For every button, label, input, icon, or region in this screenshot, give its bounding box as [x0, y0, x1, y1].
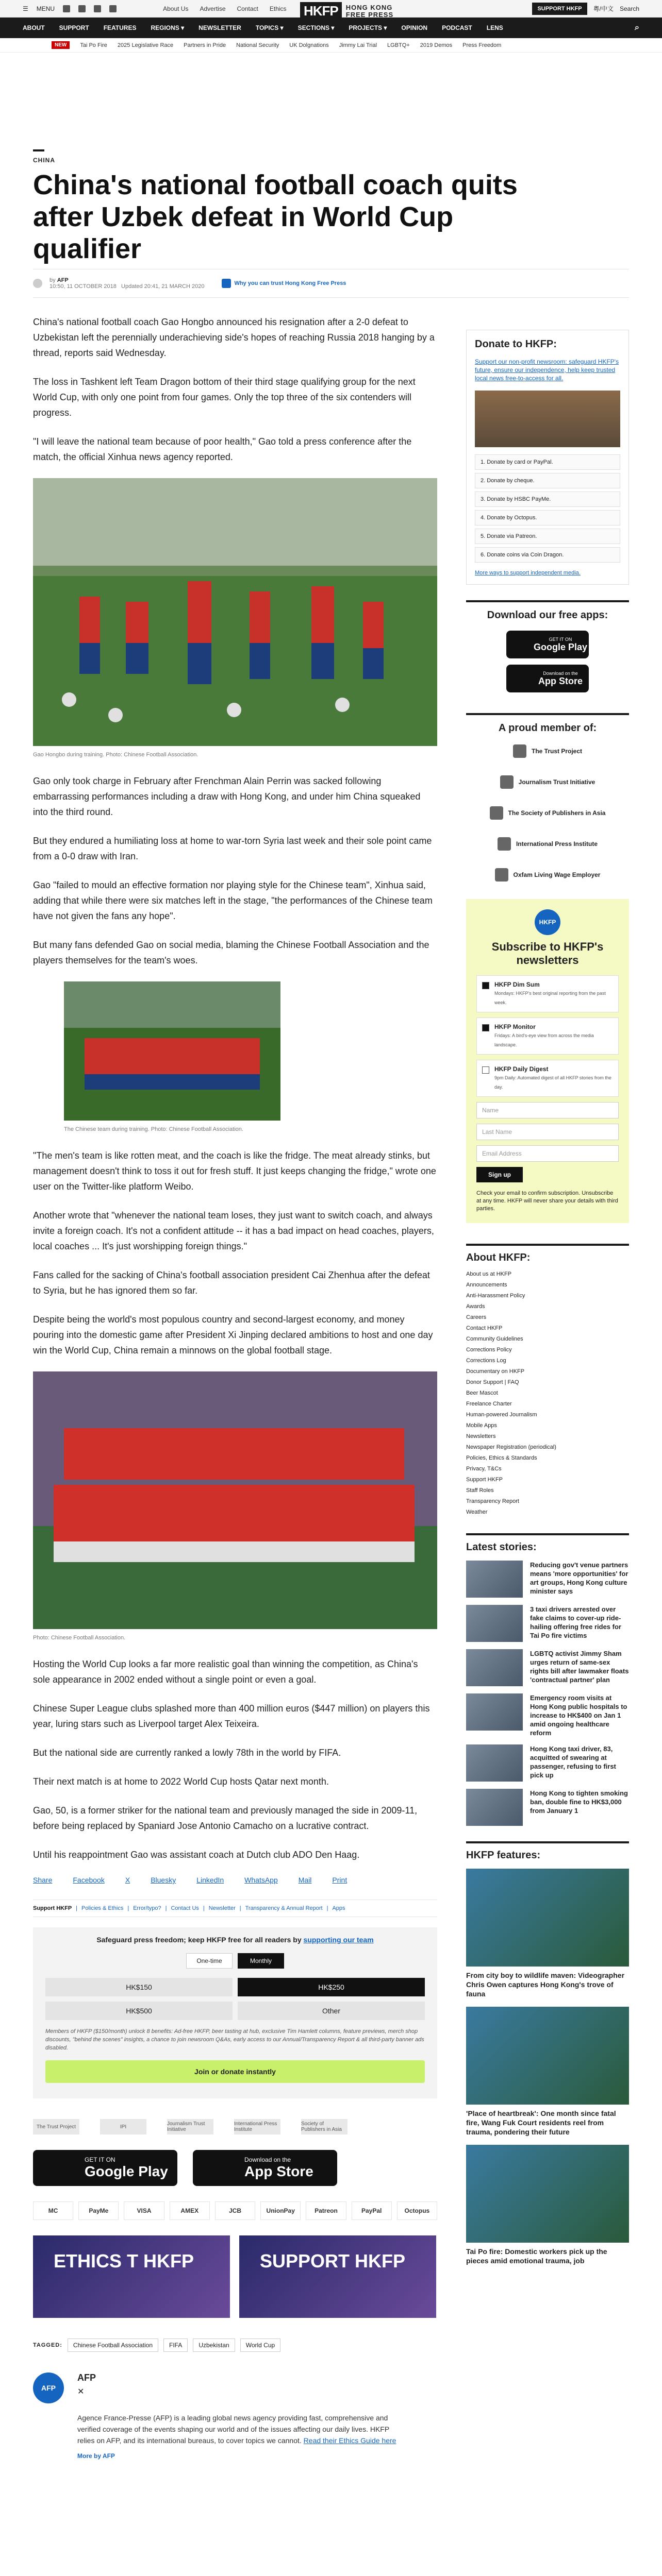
- author-bio: [77, 2412, 407, 2446]
- promo-banner[interactable]: ETHICS T HKFP: [33, 2235, 230, 2318]
- trending-link[interactable]: Jimmy Lai Trial: [339, 42, 377, 48]
- newsletter-note: Check your email to confirm subscription. Unsubscribe at any time. HKFP will never share your details with third parties.: [476, 1190, 618, 1212]
- about-title: About HKFP:: [466, 1244, 629, 1264]
- member-name: Oxfam Living Wage Employer: [513, 871, 601, 878]
- story-thumbnail: [466, 1693, 523, 1731]
- x-icon[interactable]: [78, 5, 86, 12]
- util-link[interactable]: About Us: [163, 5, 189, 12]
- payment-logo: PayPal: [352, 2201, 392, 2220]
- payment-logo: PayMe: [78, 2201, 119, 2220]
- author-box: [33, 2372, 437, 2460]
- member-name: International Press Institute: [516, 840, 598, 848]
- donation-note: Members of HKFP ($150/month) unlock 8 benefits: Ad-free HKFP, beer tasting at hub, exclusive Tim Hamlett columns, feature previews, merch shop discounts, "behind the scenes" insights, a chance to join newsroom Q&As, early access to our Annual/Transparency Report & all third-party banner ads disabled.: [45, 2028, 424, 2051]
- paragraph: Hosting the World Cup looks a far more realistic goal than winning the competition, as China's sole appearance in 2002 ended without a single point or even a goal.: [33, 1659, 418, 1685]
- app-store-badge[interactable]: [193, 2150, 337, 2186]
- about-link[interactable]: Corrections Policy: [466, 1347, 512, 1353]
- feature-item[interactable]: [466, 1869, 629, 1998]
- badge-small: GET IT ON: [549, 636, 572, 642]
- kicker-rule: [33, 149, 44, 151]
- member-logo[interactable]: [466, 837, 629, 851]
- article-headline: China's national football coach quits after Uzbek defeat in World Cup qualifier: [33, 170, 518, 264]
- main-nav: [0, 18, 662, 38]
- story-title[interactable]: Hong Kong to tighten smoking ban, double fine to HK$3,000 from January 1: [530, 1789, 628, 1815]
- trust-link[interactable]: [222, 279, 346, 288]
- amount-option[interactable]: Other: [238, 2002, 425, 2020]
- payment-logo: Octopus: [397, 2201, 437, 2220]
- about-link[interactable]: Policies, Ethics & Standards: [466, 1455, 537, 1461]
- member-logo[interactable]: IPI: [100, 2119, 146, 2134]
- nav-item[interactable]: SUPPORT: [59, 24, 89, 31]
- promo-banner[interactable]: SUPPORT HKFP: [239, 2235, 436, 2318]
- article-body: [33, 314, 437, 2460]
- about-link[interactable]: Transparency Report: [466, 1498, 519, 1504]
- photo-caption: Gao Hongbo during training. Photo: Chinese Football Association.: [33, 752, 198, 758]
- story-thumbnail: [466, 1744, 523, 1782]
- member-logo[interactable]: [466, 868, 629, 882]
- strip-link[interactable]: Apps: [332, 1905, 345, 1911]
- story-thumbnail: [466, 1649, 523, 1686]
- story-item[interactable]: [466, 1744, 629, 1782]
- feature-title[interactable]: Tai Po fire: Domestic workers pick up the pieces amid emotional trauma, job: [466, 2247, 607, 2265]
- member-name: The Society of Publishers in Asia: [508, 809, 606, 817]
- payment-logo: AMEX: [170, 2201, 210, 2220]
- features-title: HKFP features:: [466, 1841, 629, 1861]
- trending-link[interactable]: Press Freedom: [462, 42, 502, 48]
- nav-item[interactable]: TOPICS ▾: [255, 24, 284, 31]
- trending-bar: [0, 38, 662, 53]
- member-logo[interactable]: [466, 744, 629, 758]
- author-name[interactable]: AFP: [57, 277, 69, 283]
- article-photo[interactable]: [33, 478, 437, 758]
- newsletter-option[interactable]: [476, 975, 619, 1012]
- x-icon[interactable]: ✕: [77, 2387, 85, 2396]
- language-switch[interactable]: 粵/中文: [593, 5, 614, 12]
- author-avatar: [33, 279, 42, 288]
- paragraph: Despite being the world's most populous country and second-largest economy, and money pouring into the domestic game after President Xi Jinping declared ambitions to host and one day win the World Cup, China remain a minnows on the global football stage.: [33, 1314, 433, 1355]
- about-link[interactable]: Corrections Log: [466, 1358, 506, 1364]
- app-store-badge[interactable]: [506, 665, 589, 692]
- about-link[interactable]: Documentary on HKFP: [466, 1368, 525, 1375]
- strip-link[interactable]: Transparency & Annual Report: [245, 1905, 323, 1911]
- tag-list: [33, 2338, 437, 2352]
- trust-project-icon: [513, 744, 526, 758]
- nav-item[interactable]: LENS: [486, 24, 503, 31]
- checkbox-checked[interactable]: [482, 982, 489, 989]
- jti-icon: [500, 775, 514, 789]
- paragraph: Until his reappointment Gao was assistant coach at Dutch club ADO Den Haag.: [33, 1850, 360, 1860]
- member-logo[interactable]: International Press Institute: [234, 2119, 280, 2134]
- logo-mark: HKFP: [300, 2, 342, 20]
- story-thumbnail: [466, 1605, 523, 1642]
- share-x[interactable]: X: [125, 1876, 130, 1884]
- newsletter-option[interactable]: [476, 1018, 619, 1055]
- paragraph: Gao, 50, is a former striker for the national team and previously managed the side in 2009-11, before being replaced by Spaniard Jose Antonio Camacho on a lucrative contract.: [33, 1805, 418, 1831]
- nav-item[interactable]: PODCAST: [442, 24, 472, 31]
- trending-link[interactable]: 2025 Legislative Race: [117, 42, 174, 48]
- updated-date: Updated 20:41, 21 MARCH 2020: [121, 283, 205, 290]
- about-link[interactable]: Human-powered Journalism: [466, 1412, 537, 1418]
- app-badges: [33, 2150, 437, 2186]
- share-mail[interactable]: Mail: [298, 1876, 312, 1884]
- feature-item[interactable]: [466, 2145, 629, 2265]
- tag[interactable]: Chinese Football Association: [68, 2338, 158, 2352]
- donate-option[interactable]: 6. Donate coins via Coin Dragon.: [475, 547, 620, 563]
- feature-title[interactable]: From city boy to wildlife maven: Videographer Chris Owen captures Hong Kong's trove of fauna: [466, 1971, 625, 1998]
- newsletter-title: Subscribe to HKFP's newsletters: [491, 940, 604, 967]
- util-link[interactable]: Ethics: [269, 5, 287, 12]
- logo-line: FREE PRESS: [345, 10, 394, 19]
- trust-label: Why you can trust Hong Kong Free Press: [234, 280, 346, 286]
- util-link[interactable]: Advertise: [200, 5, 226, 12]
- nav-item[interactable]: OPINION: [401, 24, 428, 31]
- about-link[interactable]: Donor Support | FAQ: [466, 1379, 519, 1385]
- logo-name: [346, 4, 393, 19]
- payment-logo: VISA: [124, 2201, 164, 2220]
- paragraph: China's national football coach Gao Hongbo announced his resignation after a 2-0 defeat to Uzbekistan left the perennially underachieving side's hopes of reaching Russia 2018 hanging by a thread, reports said Wednesday.: [33, 317, 435, 358]
- badge-small: GET IT ON: [85, 2156, 115, 2163]
- paragraph: But the national side are currently ranked a lowly 78th in the world by FIFA.: [33, 1748, 341, 1758]
- about-link[interactable]: Staff Roles: [466, 1487, 494, 1494]
- support-strip: Support HKFP | Policies & Ethics | Error/typo? | Contact Us | Newsletter | Transparency & Annual Report | Apps: [33, 1900, 437, 1917]
- feature-item[interactable]: [466, 2007, 629, 2137]
- badge-big: App Store: [244, 2163, 313, 2179]
- category-kicker[interactable]: CHINA: [33, 157, 55, 164]
- member-name: The Trust Project: [531, 748, 583, 755]
- paragraph: Chinese Super League clubs splashed more than 400 million euros ($447 million) on players this year, luring stars such as Liverpool target Alex Teixeira.: [33, 1703, 430, 1729]
- story-thumbnail: [466, 1789, 523, 1826]
- nav-item[interactable]: ABOUT: [23, 24, 45, 31]
- amount-option[interactable]: HK$150: [45, 1978, 233, 1996]
- badge-big: Google Play: [533, 641, 588, 652]
- sidebar: [466, 330, 629, 2274]
- proud-title: A proud member of:: [466, 713, 629, 734]
- badge-big: Google Play: [85, 2163, 168, 2179]
- freq-one-time[interactable]: One-time: [186, 1953, 233, 1969]
- name-field[interactable]: Name: [476, 1102, 619, 1118]
- newsletter-desc: Fridays: A bird's-eye view from across the media landscape.: [494, 1033, 594, 1047]
- story-item[interactable]: [466, 1605, 629, 1642]
- paragraph: "The men's team is like rotten meat, and the coach is like the fridge. The meat already stinks, but management doesn't think to toss it out for fresh stuff. It just keeps changing the fridge," wrote one user on the Twitter-like platform Weibo.: [33, 1150, 436, 1192]
- member-logo[interactable]: Society of Publishers in Asia: [301, 2119, 347, 2134]
- newsletter-name: HKFP Dim Sum: [494, 981, 540, 988]
- story-title[interactable]: LGBTQ activist Jimmy Sham urges return of same-sex rights bill after lawmaker floats 'contractual partner' plan: [530, 1650, 629, 1684]
- author-logo[interactable]: AFP: [33, 2372, 64, 2403]
- sidebar-apps-title: Download our free apps:: [466, 600, 629, 621]
- menu-label[interactable]: MENU: [36, 5, 55, 12]
- nav-item[interactable]: SECTIONS ▾: [297, 24, 335, 31]
- sidebar-donate-title: Donate to HKFP:: [475, 338, 557, 350]
- about-link[interactable]: Anti-Harassment Policy: [466, 1293, 525, 1299]
- feature-image: [466, 2145, 629, 2243]
- about-link[interactable]: Beer Mascot: [466, 1390, 498, 1396]
- about-link[interactable]: Newspaper Registration (periodical): [466, 1444, 556, 1450]
- byline: by AFP 10:50, 11 OCTOBER 2018 Updated 20:41, 21 MARCH 2020 Why you can trust Hong Kong Free Press: [33, 269, 629, 298]
- photo-team-lineup: [33, 1371, 437, 1629]
- story-title[interactable]: Hong Kong taxi driver, 83, acquitted of swearing at passenger, refusing to first pick up: [530, 1745, 616, 1779]
- site-logo[interactable]: [300, 2, 393, 20]
- paragraph: Fans called for the sacking of China's football association president Cai Zhenhua after the defeat to Syria, but he has ignored them so far.: [33, 1270, 430, 1296]
- photo-caption: The Chinese team during training. Photo: Chinese Football Association.: [64, 1126, 243, 1132]
- sopa-icon: [490, 806, 503, 820]
- nav-item[interactable]: PROJECTS ▾: [349, 24, 387, 31]
- frequency-toggle: [45, 1953, 425, 1969]
- ethics-guide-link[interactable]: Read their Ethics Guide here: [303, 2436, 396, 2445]
- payment-logo: MC: [33, 2201, 73, 2220]
- oxfam-icon: [495, 868, 508, 882]
- newsletter-desc: Mondays: HKFP's best original reporting from the past week.: [494, 991, 606, 1005]
- photo-training-coach: [33, 478, 437, 746]
- payment-logo: Patreon: [306, 2201, 346, 2220]
- feature-image: [466, 2007, 629, 2105]
- donate-option[interactable]: 5. Donate via Patreon.: [475, 529, 620, 544]
- signup-button[interactable]: Sign up: [476, 1167, 523, 1182]
- member-logo[interactable]: Journalism Trust Initiative: [167, 2119, 213, 2134]
- member-logo[interactable]: [466, 806, 629, 820]
- menu-icon[interactable]: ☰: [23, 5, 28, 12]
- sidebar-donate: [466, 330, 629, 585]
- publish-date: 10:50, 11 OCTOBER 2018: [49, 283, 117, 290]
- strip-link[interactable]: Newsletter: [208, 1905, 236, 1911]
- donate-image: [475, 391, 620, 447]
- youtube-icon[interactable]: [109, 5, 117, 12]
- google-play-badge[interactable]: [33, 2150, 177, 2186]
- last-name-field[interactable]: Last Name: [476, 1124, 619, 1140]
- search-icon[interactable]: ⌕: [635, 23, 639, 32]
- newsletter-option[interactable]: [476, 1060, 619, 1097]
- about-link[interactable]: Privacy, T&Cs: [466, 1466, 502, 1472]
- hkfp-features: [466, 1841, 629, 2265]
- latest-stories: [466, 1533, 629, 1826]
- paragraph: Gao "failed to mould an effective formation nor playing style for the Chinese team", Xinhua said, adding that while there were six matches left in the stage, "the performances of the Chinese team have not given the fans any hope".: [33, 880, 433, 921]
- paragraph: Gao only took charge in February after Frenchman Alain Perrin was sacked following embarrassing performances including a draw with Hong Kong, and under him China squeaked into the third round.: [33, 776, 421, 817]
- story-thumbnail: [466, 1561, 523, 1598]
- support-label[interactable]: Support HKFP: [33, 1905, 72, 1911]
- photo-team-huddle: [64, 981, 280, 1121]
- trending-link[interactable]: Tai Po Fire: [80, 42, 107, 48]
- join-button[interactable]: Join or donate instantly: [45, 2060, 425, 2083]
- checkbox[interactable]: [482, 1066, 489, 1074]
- payment-logo: JCB: [215, 2201, 255, 2220]
- about-link[interactable]: Awards: [466, 1303, 485, 1310]
- about-link[interactable]: Contact HKFP: [466, 1325, 503, 1331]
- sidebar-donate-link[interactable]: Support our non-profit newsroom: safeguard HKFP's future, ensure our independence, help keep trusted local news free-to-access for all.: [475, 358, 619, 382]
- about-link[interactable]: Careers: [466, 1314, 487, 1320]
- search-link[interactable]: Search: [619, 5, 639, 12]
- trending-link[interactable]: National Security: [236, 42, 279, 48]
- trending-link[interactable]: 2019 Demos: [420, 42, 453, 48]
- member-name: Journalism Trust Initiative: [518, 778, 595, 786]
- donation-title-link[interactable]: supporting our team: [303, 1936, 374, 1944]
- paragraph: Their next match is at home to 2022 World Cup hosts Qatar next month.: [33, 1776, 329, 1787]
- member-logo[interactable]: The Trust Project: [33, 2119, 79, 2134]
- trending-link[interactable]: UK Dolgnations: [289, 42, 329, 48]
- newsletter-logo: HKFP: [535, 909, 560, 935]
- donation-title-text: Safeguard press freedom; keep HKFP free for all readers by: [96, 1936, 302, 1944]
- feature-title[interactable]: 'Place of heartbreak': One month since fatal fire, Wang Fuk Court residents reel from trauma, pondering their future: [466, 2109, 616, 2136]
- sidebar-apps: [466, 600, 629, 692]
- donate-option[interactable]: 1. Donate by card or PayPal.: [475, 454, 620, 470]
- about-link[interactable]: Mobile Apps: [466, 1422, 497, 1429]
- payment-methods: [33, 2201, 437, 2220]
- share-link[interactable]: Share: [33, 1876, 53, 1884]
- promo-banners: [33, 2235, 437, 2318]
- newsletter-name: HKFP Monitor: [494, 1023, 536, 1030]
- donation-box: [33, 1927, 437, 2098]
- about-box: [466, 1244, 629, 1518]
- newsletter-name: HKFP Daily Digest: [494, 1065, 549, 1073]
- more-ways-link[interactable]: More ways to support independent media.: [475, 570, 581, 576]
- share-linkedin[interactable]: LinkedIn: [196, 1876, 224, 1884]
- story-item[interactable]: [466, 1649, 629, 1686]
- story-title[interactable]: Reducing gov't venue partners means 'more opportunities' for art groups, Hong Kong culture minister says: [530, 1561, 628, 1595]
- nav-item[interactable]: FEATURES: [103, 24, 137, 31]
- badge-small: Download on the: [244, 2156, 291, 2163]
- share-facebook[interactable]: Facebook: [73, 1876, 105, 1884]
- share-whatsapp[interactable]: WhatsApp: [244, 1876, 278, 1884]
- paragraph: Another wrote that "whenever the national team loses, they just want to switch coach, and always invite a foreign coach. It's not a confident attitude -- it has a bad impact on head coaches, players, local coaches ... It's just worshipping foreign things.": [33, 1210, 434, 1251]
- nav-item[interactable]: NEWSLETTER: [198, 24, 241, 31]
- trending-link[interactable]: Partners in Pride: [184, 42, 226, 48]
- newsletter-box: [466, 899, 629, 1223]
- nav-item[interactable]: REGIONS ▾: [151, 24, 185, 31]
- ipi-icon: [498, 837, 511, 851]
- strip-link[interactable]: Error/typo?: [133, 1905, 161, 1911]
- trust-icon: [222, 279, 231, 288]
- story-title[interactable]: Emergency room visits at Hong Kong public hospitals to increase to HK$400 on Jan 1 amid ongoing healthcare reform: [530, 1694, 627, 1737]
- sidebar-proud-member: [466, 713, 629, 882]
- support-button[interactable]: SUPPORT HKFP: [532, 3, 587, 15]
- share-bluesky[interactable]: Bluesky: [151, 1876, 176, 1884]
- tag[interactable]: Uzbekistan: [193, 2338, 235, 2352]
- tag[interactable]: FIFA: [163, 2338, 188, 2352]
- logo-line: HONG KONG: [345, 3, 393, 11]
- email-field[interactable]: Email Address: [476, 1145, 619, 1162]
- freq-monthly[interactable]: Monthly: [238, 1953, 284, 1969]
- about-link[interactable]: Announcements: [466, 1282, 507, 1288]
- new-badge: NEW: [52, 41, 70, 49]
- story-item[interactable]: [466, 1789, 629, 1826]
- facebook-icon[interactable]: [63, 5, 70, 12]
- tag[interactable]: World Cup: [240, 2338, 280, 2352]
- newsletter-desc: 9pm Daily: Automated digest of all HKFP stories from the day.: [494, 1075, 611, 1090]
- amount-option[interactable]: HK$250: [238, 1978, 425, 1996]
- amount-option[interactable]: HK$500: [45, 2002, 233, 2020]
- member-logo[interactable]: [466, 775, 629, 789]
- more-by-author[interactable]: More by AFP: [77, 2452, 115, 2460]
- story-item[interactable]: [466, 1693, 629, 1737]
- sidebar-donate-text: [475, 358, 620, 382]
- paragraph: But they endured a humiliating loss at home to war-torn Syria last week and their sole point came from a 0-0 draw with Iran.: [33, 836, 432, 861]
- author-box-name[interactable]: AFP: [77, 2372, 96, 2383]
- badge-small: Download on the: [543, 670, 578, 676]
- utility-bar: [0, 0, 662, 18]
- about-link[interactable]: Community Guidelines: [466, 1336, 523, 1342]
- google-play-badge[interactable]: [506, 631, 589, 658]
- util-link[interactable]: Contact: [237, 5, 258, 12]
- amount-options: [45, 1978, 425, 2020]
- share-bar: [33, 1876, 437, 1884]
- latest-title: Latest stories:: [466, 1533, 629, 1553]
- article-photo[interactable]: [33, 1371, 437, 1641]
- about-link[interactable]: About us at HKFP: [466, 1271, 512, 1277]
- author-bio-text: Agence France-Presse (AFP) is a leading global news agency providing fast, comprehensive and verified coverage of the events shaping our world and of the issues affecting our daily lives. HKFP relies on AFP, and its international bureaus, to cover topics we cannot.: [77, 2414, 389, 2445]
- about-link[interactable]: Freelance Charter: [466, 1401, 512, 1407]
- strip-link[interactable]: Contact Us: [171, 1905, 199, 1911]
- story-item[interactable]: [466, 1561, 629, 1598]
- feature-image: [466, 1869, 629, 1967]
- story-title[interactable]: 3 taxi drivers arrested over fake claims to cover-up ride-hailing offering free rides for Tai Po fire victims: [530, 1605, 621, 1639]
- checkbox-checked[interactable]: [482, 1024, 489, 1031]
- badge-big: App Store: [538, 675, 583, 686]
- about-link[interactable]: Weather: [466, 1509, 488, 1515]
- donate-option[interactable]: 3. Donate by HSBC PayMe.: [475, 492, 620, 507]
- instagram-icon[interactable]: [94, 5, 101, 12]
- strip-link[interactable]: Policies & Ethics: [81, 1905, 124, 1911]
- member-logos: [33, 2119, 437, 2134]
- payment-logo: UnionPay: [260, 2201, 301, 2220]
- paragraph: The loss in Tashkent left Team Dragon bottom of their third stage qualifying group for the next World Cup, with only one point from four games. Only the top three of the six contenders will progress.: [33, 377, 416, 418]
- donation-title: [45, 1936, 425, 1944]
- paragraph: But many fans defended Gao on social media, blaming the Chinese Football Association and the players themselves for the team's woes.: [33, 940, 429, 965]
- about-list: [466, 1269, 629, 1518]
- about-link[interactable]: Newsletters: [466, 1433, 496, 1439]
- paragraph: "I will leave the national team because of poor health," Gao told a press conference after the match, the official Xinhua news agency reported.: [33, 436, 412, 462]
- donate-option[interactable]: 2. Donate by cheque.: [475, 473, 620, 488]
- share-print[interactable]: Print: [332, 1876, 347, 1884]
- trending-link[interactable]: LGBTQ+: [387, 42, 410, 48]
- donate-option[interactable]: 4. Donate by Octopus.: [475, 510, 620, 526]
- article-photo[interactable]: [64, 981, 280, 1132]
- about-link[interactable]: Support HKFP: [466, 1477, 503, 1483]
- tags-label: TAGGED:: [33, 2342, 62, 2348]
- photo-caption: Photo: Chinese Football Association.: [33, 1635, 126, 1641]
